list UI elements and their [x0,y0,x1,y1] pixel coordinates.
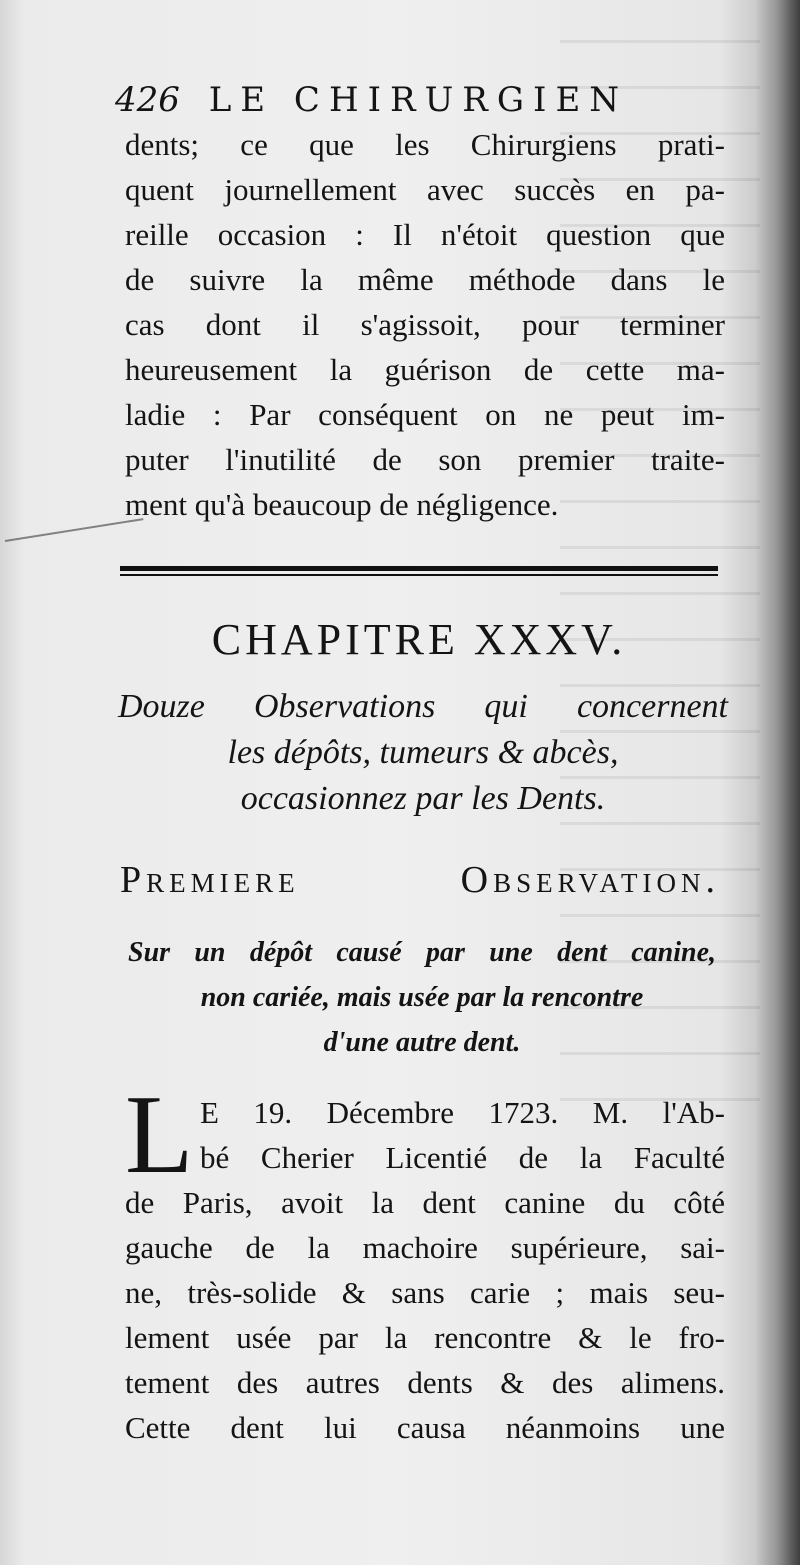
subtitle-line: Douze Observations qui concernent [118,688,728,725]
text-line: Cette dent lui causa néanmoins une [125,1410,725,1445]
chapter-title: CHAPITRE XXXV. [211,615,627,664]
text-line: gauche de la machoire supérieure, sai- [125,1230,725,1265]
text-line: quent journellement avec succès en pa- [125,172,725,207]
page-number: 426 [115,80,180,120]
text-line: de Paris, avoit la dent canine du côté [125,1185,725,1220]
running-title: LE CHIRURGIEN [208,80,629,120]
chapter-rule [120,566,718,576]
observation-subtitle-line: d'une autre dent. [323,1027,521,1058]
text-line: reille occasion : Il n'étoit question que [125,217,725,252]
text-line: ment qu'à beaucoup de négligence. [125,487,559,522]
observation-subtitle-line: Sur un dépôt causé par une dent canine, [128,937,716,968]
drop-cap: L [125,1073,194,1197]
text-line: tement des autres dents & des alimens. [125,1365,725,1400]
text-line: de suivre la même méthode dans le [125,262,725,297]
text-line: ladie : Par conséquent on ne peut im- [125,397,725,432]
observation-subtitle-line: non cariée, mais usée par la rencontre [200,982,644,1013]
page-edge-shadow [755,0,800,1565]
text-line: E 19. Décembre 1723. M. l'Ab- [200,1095,725,1130]
chapter-subtitle [118,684,728,822]
text-line: lement usée par la rencontre & le fro- [125,1320,725,1355]
subtitle-line: les dépôts, tumeurs & abcès, [227,734,619,771]
subtitle-line: occasionnez par les Dents. [240,780,606,817]
text-line: puter l'inutilité de son premier traite- [125,442,725,477]
paragraph-observation [125,1073,725,1450]
running-header [115,80,715,120]
text-line: ne, très-solide & sans carie ; mais seu- [125,1275,725,1310]
observation-subtitle [128,930,716,1065]
text-line: heureusement la guérison de cette ma- [125,352,725,387]
text-line: cas dont il s'agissoit, pour terminer [125,307,725,342]
paragraph-continued [125,122,725,527]
observation-heading: Premiere Observation. [120,859,720,901]
text-line: bé Cherier Licentié de la Faculté [200,1140,725,1175]
text-line: dents; ce que les Chirurgiens prati- [125,127,725,162]
margin-mark [5,518,144,542]
